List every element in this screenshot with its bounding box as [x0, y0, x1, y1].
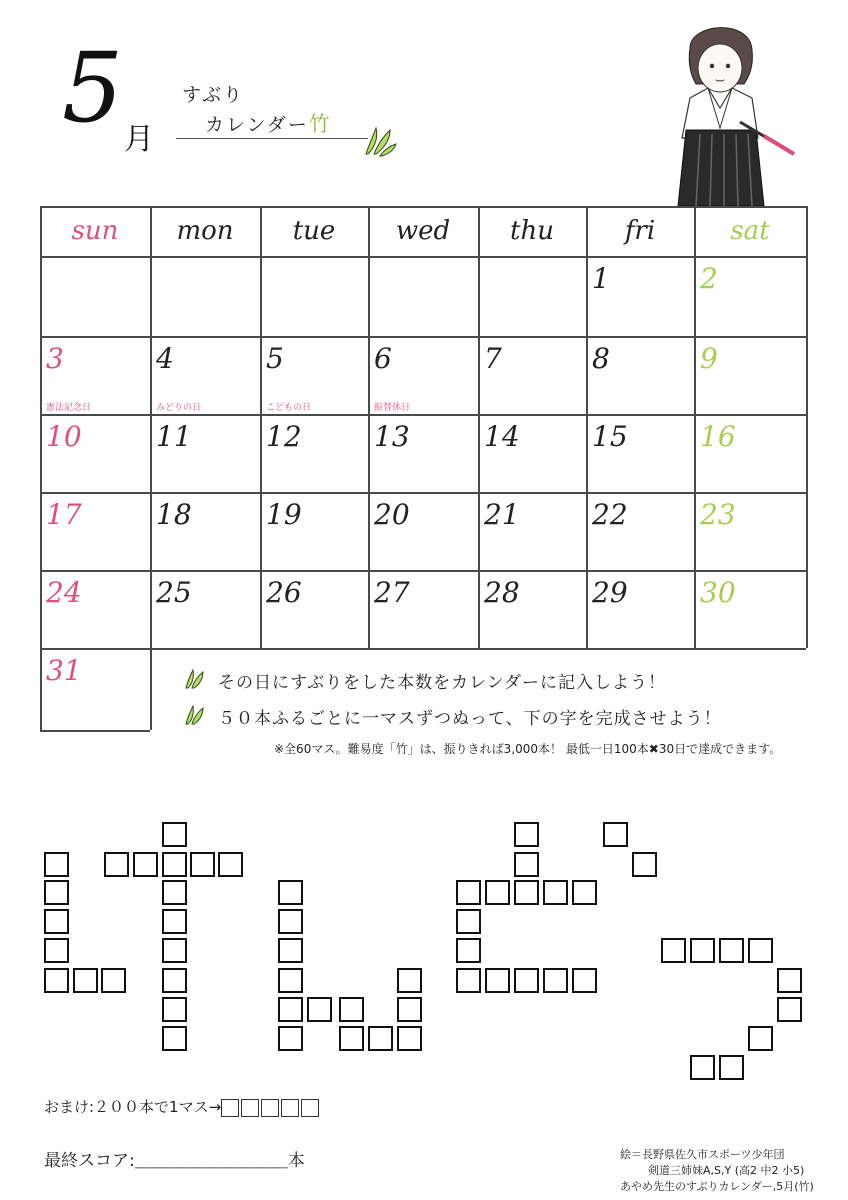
fill-box[interactable]	[44, 968, 69, 993]
fill-box[interactable]	[572, 880, 597, 905]
day-16: 16	[700, 420, 736, 453]
fill-box[interactable]	[397, 968, 422, 993]
title-underline	[176, 138, 368, 139]
fill-box[interactable]	[162, 1026, 187, 1051]
fill-box[interactable]	[278, 938, 303, 963]
fill-box[interactable]	[456, 938, 481, 963]
bamboo-leaf-icon	[184, 704, 206, 726]
bonus-label: おまけ:２００本で1マス→	[44, 1098, 222, 1116]
fill-box[interactable]	[133, 852, 158, 877]
month-number: 5	[62, 32, 124, 144]
day-10: 10	[46, 420, 82, 453]
fill-box[interactable]	[485, 968, 510, 993]
credit-line-3: あやめ先生のすぶりカレンダー,5月(竹)	[620, 1180, 814, 1193]
grid-line	[40, 206, 42, 730]
grid-line	[260, 206, 262, 648]
credit-line-1: 絵＝長野県佐久市スポーツ少年団	[620, 1148, 785, 1161]
fill-box[interactable]	[719, 1055, 744, 1080]
fill-box[interactable]	[162, 880, 187, 905]
holiday-label-6: 振替休日	[374, 403, 411, 413]
fill-box[interactable]	[339, 997, 364, 1022]
grid-line	[40, 336, 806, 338]
day-14: 14	[484, 420, 520, 453]
fill-box[interactable]	[278, 997, 303, 1022]
grid-line	[150, 206, 152, 730]
grid-line	[806, 206, 808, 648]
day-30: 30	[700, 576, 736, 609]
grid-line	[40, 206, 806, 208]
day-27: 27	[374, 576, 410, 609]
day-25: 25	[156, 576, 192, 609]
weekday-header-sat: sat	[730, 216, 770, 246]
day-29: 29	[592, 576, 628, 609]
day-22: 22	[592, 498, 628, 531]
fill-box[interactable]	[307, 997, 332, 1022]
fill-box[interactable]	[278, 880, 303, 905]
day-20: 20	[374, 498, 410, 531]
fill-box[interactable]	[397, 997, 422, 1022]
fill-box[interactable]	[162, 997, 187, 1022]
grid-line	[40, 730, 150, 732]
day-9: 9	[700, 342, 718, 375]
day-11: 11	[156, 420, 192, 453]
day-18: 18	[156, 498, 192, 531]
fill-box[interactable]	[162, 852, 187, 877]
day-13: 13	[374, 420, 410, 453]
fill-box[interactable]	[162, 968, 187, 993]
holiday-label-4: みどりの日	[156, 403, 202, 413]
instruction-line-2: ５０本ふるごとに一マスずつぬって、下の字を完成させよう！	[218, 709, 722, 729]
instruction-line-1: その日にすぶりをした本数をカレンダーに記入しよう！	[218, 673, 667, 693]
fill-box[interactable]	[456, 880, 481, 905]
fill-box[interactable]	[44, 852, 69, 877]
fill-box[interactable]	[748, 938, 773, 963]
fill-box[interactable]	[278, 968, 303, 993]
bonus-box[interactable]	[221, 1099, 239, 1117]
weekday-header-fri: fri	[624, 216, 656, 246]
fill-box[interactable]	[162, 822, 187, 847]
bonus-box[interactable]	[301, 1099, 319, 1117]
fill-box[interactable]	[101, 968, 126, 993]
day-26: 26	[266, 576, 302, 609]
bonus-box[interactable]	[281, 1099, 299, 1117]
day-5: 5	[266, 342, 284, 375]
fill-box[interactable]	[690, 1055, 715, 1080]
fill-box[interactable]	[368, 1026, 393, 1051]
fill-box[interactable]	[456, 968, 481, 993]
weekday-header-tue: tue	[292, 216, 336, 246]
day-2: 2	[700, 262, 718, 295]
fill-box[interactable]	[514, 852, 539, 877]
fill-box[interactable]	[777, 968, 802, 993]
calendar-grid	[40, 206, 806, 730]
fill-box[interactable]	[514, 880, 539, 905]
day-21: 21	[484, 498, 520, 531]
bamboo-leaf-icon	[184, 668, 206, 690]
day-12: 12	[266, 420, 302, 453]
bamboo-leaf-icon	[362, 124, 398, 158]
day-23: 23	[700, 498, 736, 531]
bonus-box[interactable]	[241, 1099, 259, 1117]
score-unit: 本	[287, 1151, 305, 1171]
fill-box[interactable]	[218, 852, 243, 877]
fill-box[interactable]	[190, 852, 215, 877]
fill-box[interactable]	[456, 909, 481, 934]
bonus-row	[44, 1096, 321, 1117]
day-7: 7	[484, 342, 502, 375]
day-19: 19	[266, 498, 302, 531]
grid-line	[40, 414, 806, 416]
fill-box[interactable]	[543, 880, 568, 905]
bonus-boxes	[221, 1098, 321, 1116]
fill-box[interactable]	[777, 997, 802, 1022]
fill-box[interactable]	[719, 938, 744, 963]
day-8: 8	[592, 342, 610, 375]
fill-box[interactable]	[44, 880, 69, 905]
title-katakana: カレンダー	[205, 114, 309, 136]
weekday-header-wed: wed	[395, 216, 451, 246]
grid-line	[40, 256, 806, 258]
grid-line	[478, 206, 480, 648]
day-28: 28	[484, 576, 520, 609]
weekday-header-sun: sun	[71, 216, 119, 246]
grid-line	[368, 206, 370, 648]
day-17: 17	[46, 498, 82, 531]
fill-box[interactable]	[514, 822, 539, 847]
final-score-row	[44, 1146, 305, 1171]
title-line-1: すぶり	[182, 84, 245, 106]
fill-box[interactable]	[73, 968, 98, 993]
fill-box[interactable]	[661, 938, 686, 963]
fill-box[interactable]	[339, 1026, 364, 1051]
grid-line	[694, 206, 696, 648]
grid-line	[586, 206, 588, 648]
fill-box[interactable]	[485, 880, 510, 905]
day-4: 4	[156, 342, 174, 375]
weekday-header-thu: thu	[510, 216, 554, 246]
grid-line	[40, 648, 806, 650]
day-15: 15	[592, 420, 628, 453]
fill-box[interactable]	[278, 909, 303, 934]
instruction-note: ※全60マス。難易度「竹」は、振りきれば3,000本！ 最低一日100本✖30日で達成できます。	[274, 742, 782, 756]
day-1: 1	[592, 262, 610, 295]
holiday-label-3: 憲法記念日	[46, 403, 92, 413]
fill-box[interactable]	[748, 1026, 773, 1051]
holiday-label-5: こどもの日	[266, 403, 312, 413]
title-line-2	[205, 108, 332, 138]
day-24: 24	[46, 576, 82, 609]
day-6: 6	[374, 342, 392, 375]
grid-line	[40, 492, 806, 494]
title-accent: 竹	[308, 112, 332, 136]
fill-box[interactable]	[44, 909, 69, 934]
bonus-box[interactable]	[261, 1099, 279, 1117]
fill-box[interactable]	[690, 938, 715, 963]
grid-line	[40, 570, 806, 572]
fill-box[interactable]	[104, 852, 129, 877]
score-blank: ＿＿＿＿＿＿＿＿＿	[134, 1151, 288, 1171]
fill-box[interactable]	[603, 822, 628, 847]
weekday-header-mon: mon	[176, 216, 234, 246]
day-31: 31	[46, 654, 82, 687]
day-3: 3	[46, 342, 64, 375]
fill-box[interactable]	[278, 1026, 303, 1051]
fill-box[interactable]	[632, 852, 657, 877]
fill-box[interactable]	[543, 968, 568, 993]
fill-box[interactable]	[397, 1026, 422, 1051]
fill-box[interactable]	[514, 968, 539, 993]
kendo-character-illustration	[660, 18, 800, 208]
fill-box[interactable]	[44, 938, 69, 963]
credit-line-2: 剣道三姉妹A,S,Y (高2 中2 小5)	[648, 1164, 805, 1177]
fill-box[interactable]	[572, 968, 597, 993]
month-kanji: 月	[124, 122, 154, 157]
fill-box[interactable]	[162, 938, 187, 963]
fill-box[interactable]	[162, 909, 187, 934]
score-label: 最終スコア:	[44, 1151, 135, 1171]
